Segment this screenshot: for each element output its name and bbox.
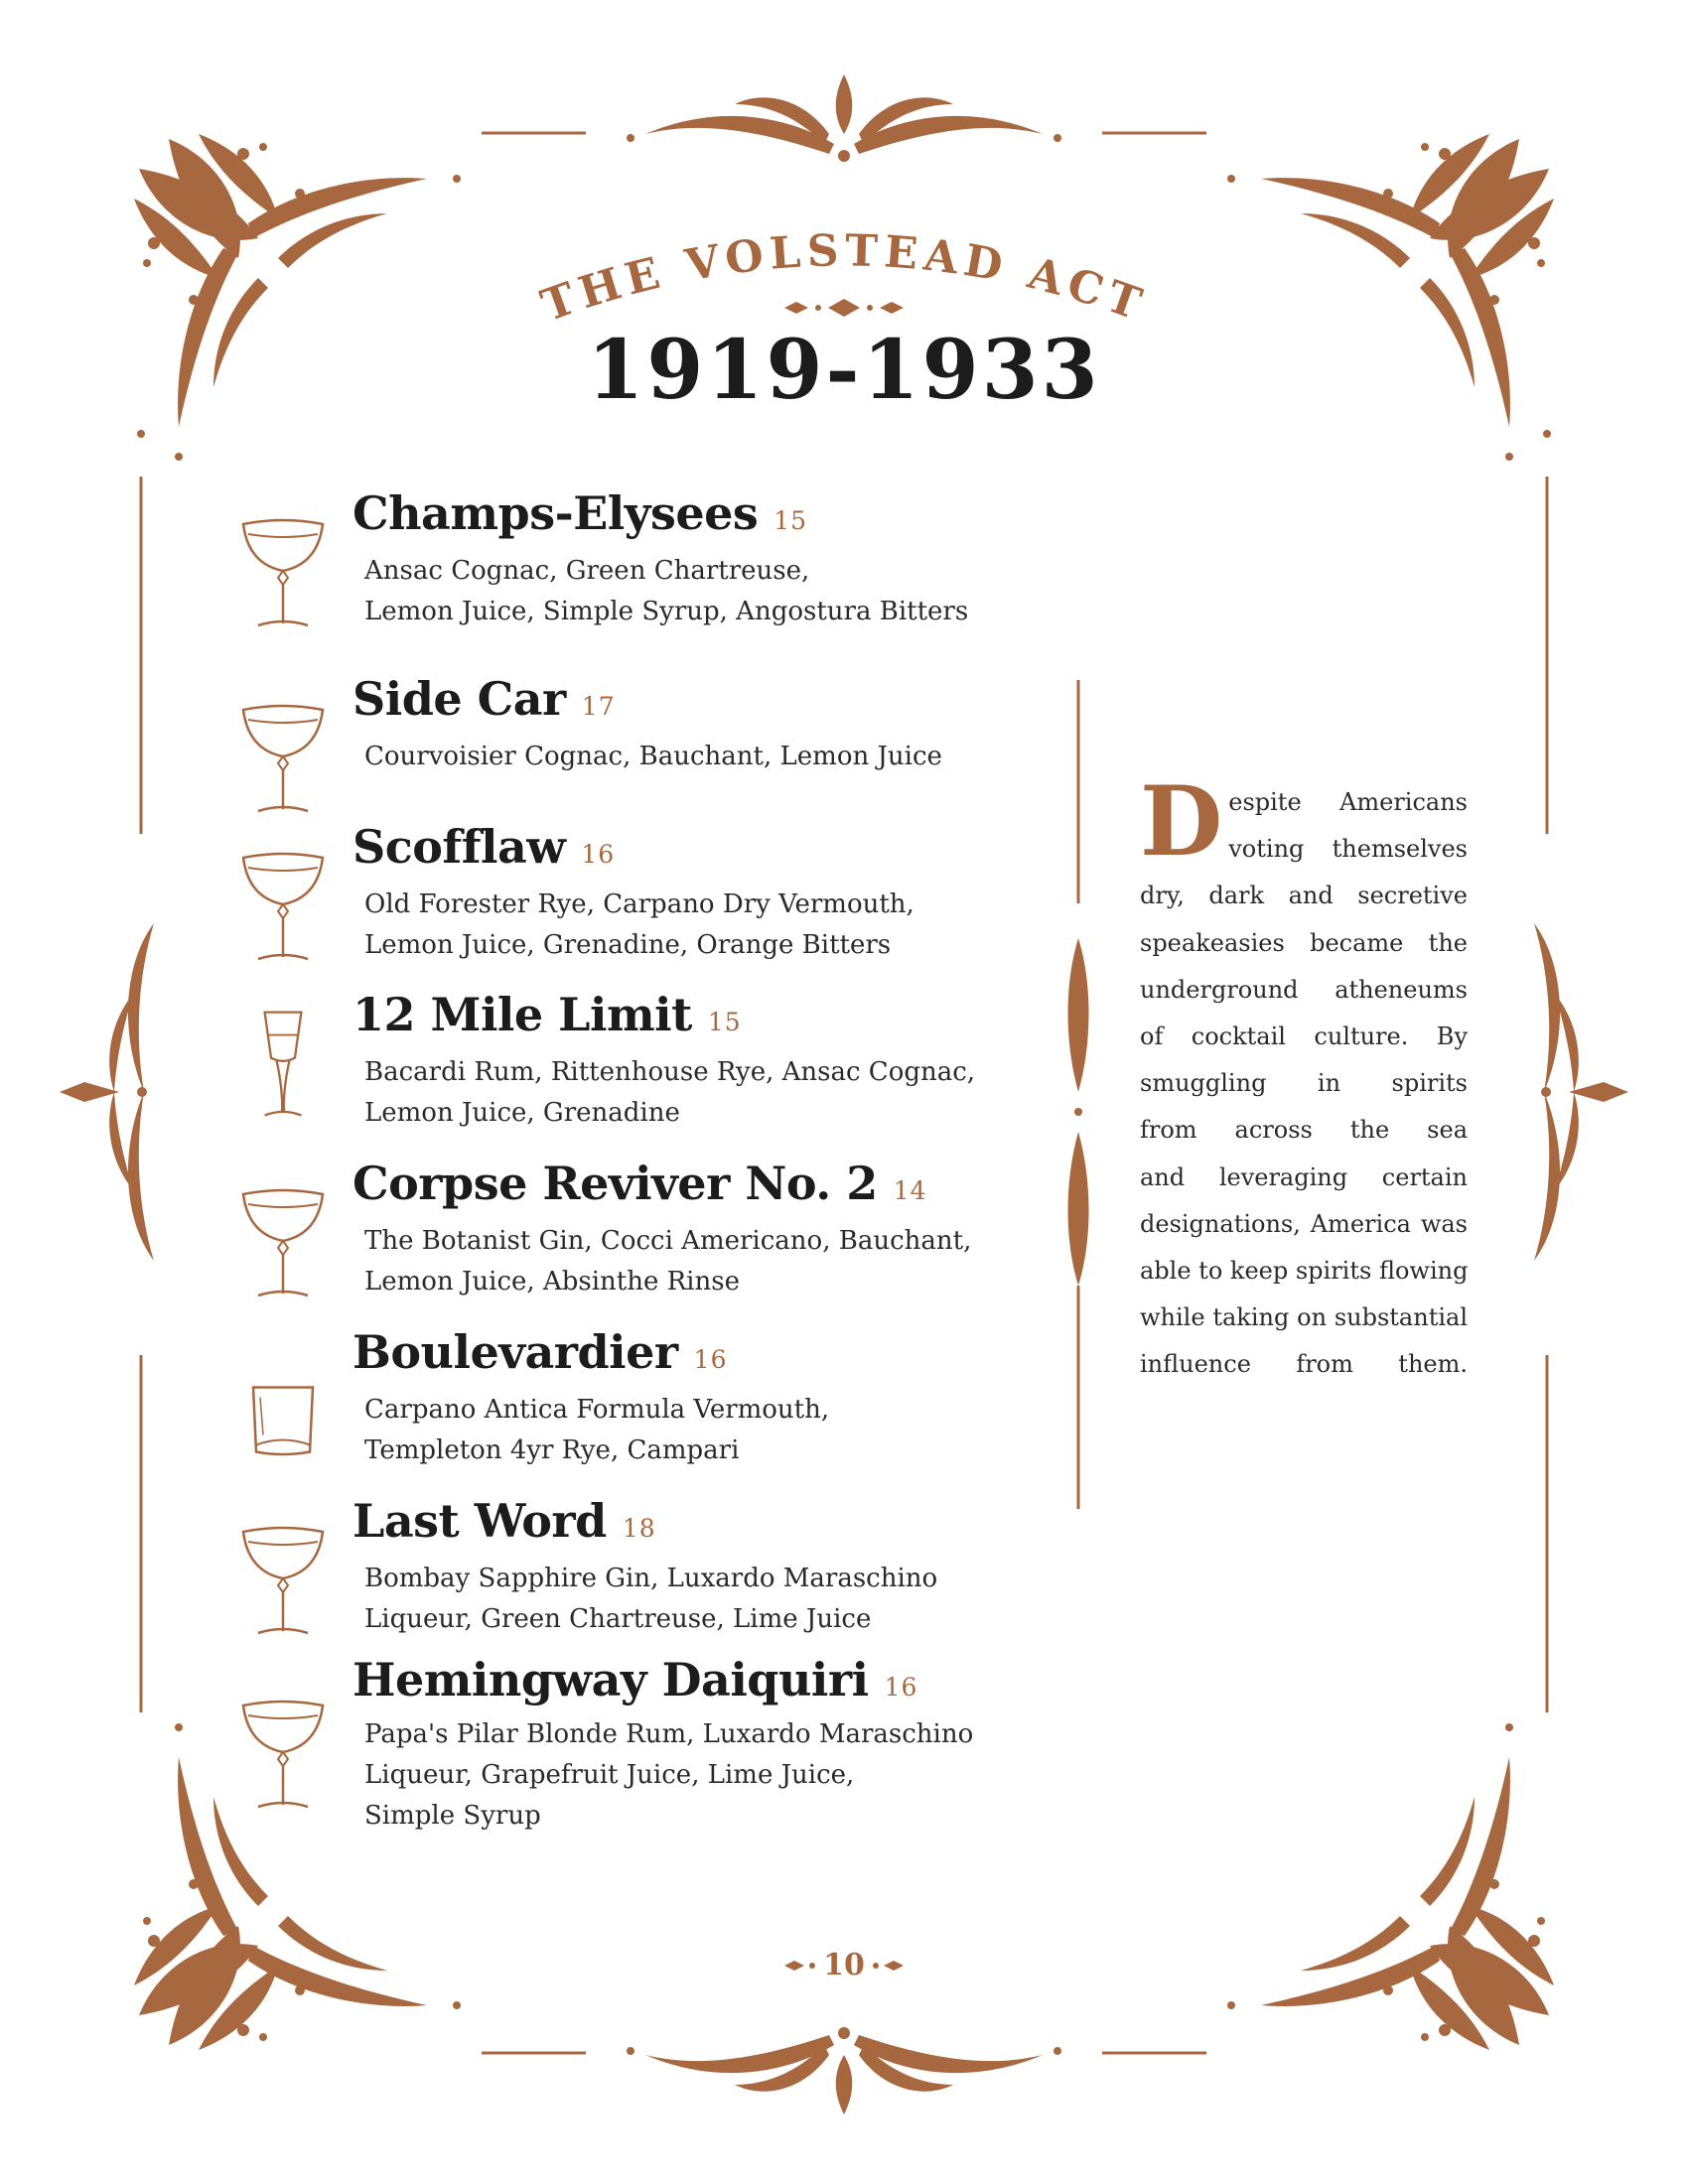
ingredients-line: The Botanist Gin, Cocci Americano, Bauchant,	[364, 1226, 972, 1256]
paragraph-line: underground atheneums	[1140, 975, 1468, 1004]
ingredients-line: Old Forester Rye, Carpano Dry Vermouth,	[364, 889, 914, 919]
paragraph-line: designations, America was	[1140, 1209, 1468, 1238]
ingredients-line: Carpano Antica Formula Vermouth,	[364, 1395, 830, 1425]
paragraph-line: speakeasies became the	[1140, 928, 1468, 957]
cocktail-ingredients	[364, 1390, 829, 1471]
cocktail-name	[352, 1653, 917, 1706]
cocktail-ingredients	[364, 1714, 973, 1837]
ingredients-line: Courvoisier Cognac, Bauchant, Lemon Juice	[364, 742, 942, 771]
cocktail-name-text: Boulevardier	[352, 1325, 678, 1379]
cocktail-name	[352, 820, 615, 874]
cocktail-price: 15	[707, 1008, 742, 1036]
coupe-icon	[238, 850, 328, 964]
cocktail-name	[352, 672, 616, 726]
paragraph-line: of cocktail culture. By	[1140, 1023, 1468, 1051]
heading-arc	[467, 194, 1221, 342]
drop-cap: D	[1140, 765, 1223, 878]
cocktail-name-text: Scofflaw	[352, 820, 566, 874]
ingredients-line: Bacardi Rum, Rittenhouse Rye, Ansac Cognac,	[364, 1057, 976, 1087]
ingredients-line: Ansac Cognac, Green Chartreuse,	[364, 556, 810, 586]
coupe-icon	[238, 1186, 328, 1300]
coupe-icon	[238, 1524, 328, 1638]
cocktail-name-text: Hemingway Daiquiri	[352, 1653, 869, 1706]
ingredients-line: Liqueur, Green Chartreuse, Lime Juice	[364, 1604, 872, 1634]
coupe-icon	[238, 1698, 328, 1812]
paragraph-line: and leveraging certain	[1140, 1162, 1468, 1191]
cocktail-price: 18	[622, 1514, 656, 1543]
cocktail-ingredients	[364, 1221, 971, 1302]
paragraph-line: smuggling in spirits	[1140, 1069, 1468, 1098]
cocktail-ingredients	[364, 1559, 937, 1640]
cocktail-price: 16	[884, 1673, 918, 1702]
ingredients-line: Liqueur, Grapefruit Juice, Lime Juice,	[364, 1760, 855, 1790]
years-title: 1919-1933	[587, 323, 1101, 418]
paragraph-line: voting themselves	[1228, 835, 1468, 864]
cocktail-name	[352, 1157, 927, 1210]
cocktail-price: 15	[774, 506, 808, 535]
paragraph-line: while taking on substantial	[1140, 1303, 1468, 1332]
cocktail-ingredients	[364, 885, 914, 966]
cocktail-name-text: Champs-Elysees	[352, 486, 759, 540]
cocktail-ingredients	[364, 737, 942, 777]
paragraph-line: dry, dark and secretive	[1140, 882, 1468, 910]
ingredients-line: Bombay Sapphire Gin, Luxardo Maraschino	[364, 1564, 938, 1593]
coupe-icon	[238, 516, 328, 630]
cocktail-name	[352, 988, 742, 1041]
cocktail-name-text: Last Word	[352, 1494, 607, 1548]
flute-icon	[238, 1008, 328, 1122]
cocktail-price: 16	[693, 1345, 728, 1374]
paragraph-line: espite Americans	[1228, 788, 1468, 816]
ingredients-line: Templeton 4yr Rye, Campari	[364, 1435, 740, 1465]
coupe-icon	[238, 702, 328, 816]
cocktail-name	[352, 1494, 656, 1548]
heading-text: THE VOLSTEAD ACT	[534, 225, 1154, 333]
ingredients-line: Simple Syrup	[364, 1801, 541, 1831]
rocks-glass-icon	[238, 1365, 328, 1479]
title-divider-ornament	[774, 296, 914, 320]
ingredients-line: Papa's Pilar Blonde Rum, Luxardo Maraschino	[364, 1719, 974, 1749]
page-number-block	[774, 1946, 914, 1985]
paragraph-line: from across the sea	[1140, 1116, 1468, 1145]
cocktail-name-text: Side Car	[352, 672, 566, 726]
ingredients-line: Lemon Juice, Grenadine, Orange Bitters	[364, 930, 892, 960]
cocktail-name	[352, 486, 807, 540]
cocktail-price: 17	[581, 692, 616, 721]
cocktail-ingredients	[364, 551, 968, 632]
cocktail-ingredients	[364, 1052, 975, 1134]
ingredients-line: Lemon Juice, Grenadine	[364, 1098, 680, 1128]
cocktail-name-text: 12 Mile Limit	[352, 988, 692, 1041]
cocktail-name	[352, 1325, 727, 1379]
paragraph-line: influence from them.	[1140, 1350, 1468, 1379]
page-number: 10	[823, 1948, 865, 1982]
cocktail-price: 16	[581, 840, 616, 869]
ingredients-line: Lemon Juice, Simple Syrup, Angostura Bitters	[364, 597, 969, 626]
history-paragraph	[1140, 765, 1469, 1389]
paragraph-line: able to keep spirits flowing	[1140, 1257, 1469, 1286]
ingredients-line: Lemon Juice, Absinthe Rinse	[364, 1267, 740, 1297]
cocktail-name-text: Corpse Reviver No. 2	[352, 1157, 878, 1210]
cocktail-price: 14	[893, 1176, 927, 1205]
